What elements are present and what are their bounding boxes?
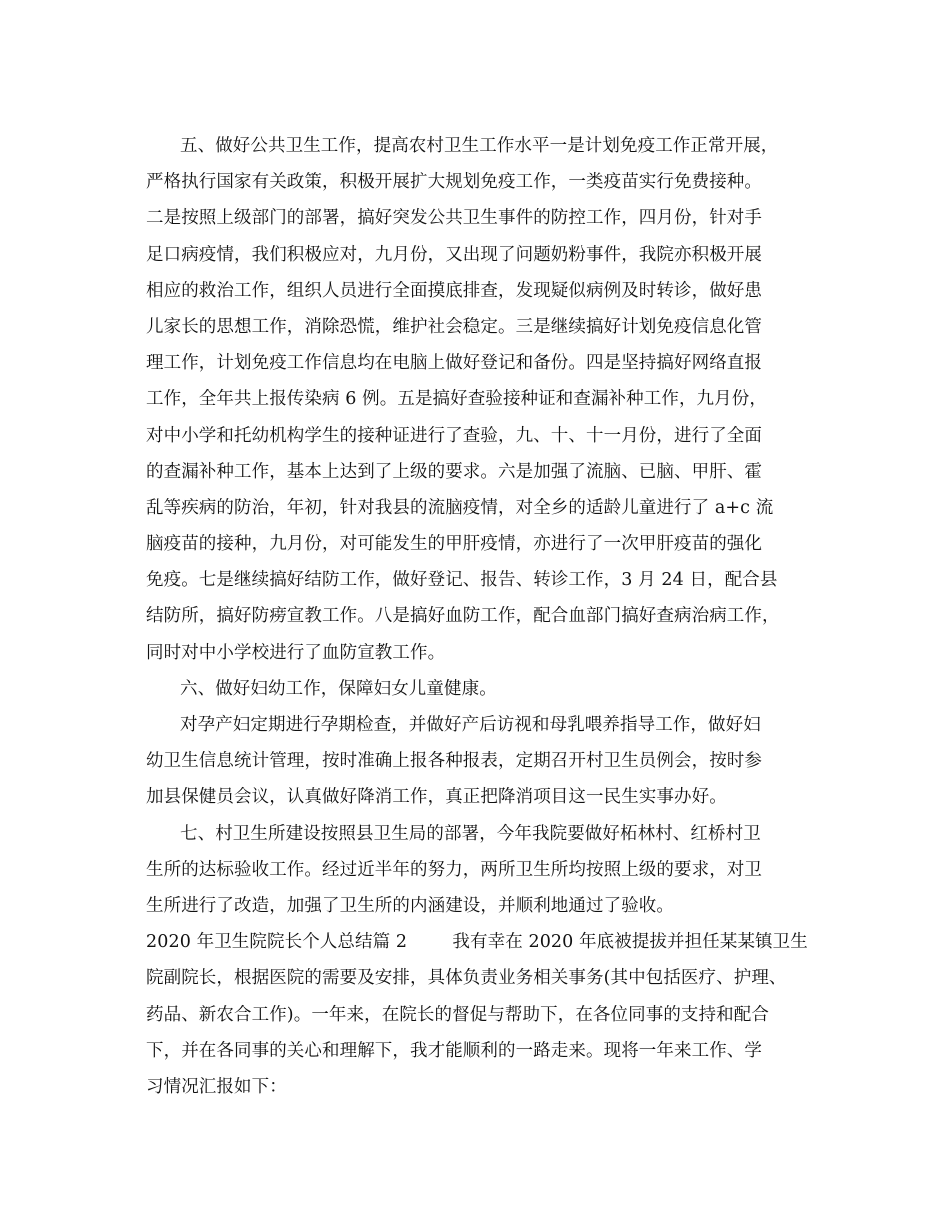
text-line: 生所进行了改造，加强了卫生所的内涵建设，并顺利地通过了验收。 [146, 895, 674, 916]
text-line: 免疫。七是继续搞好结防工作，做好登记、报告、转诊工作，3 月 24 日，配合县 [146, 570, 778, 591]
text-line: 幼卫生信息统计管理，按时准确上报各种报表，定期召开村卫生员例会，按时参 [146, 751, 762, 772]
text-line: 的查漏补种工作，基本上达到了上级的要求。六是加强了流脑、已脑、甲肝、霍 [146, 461, 762, 482]
text-line: 儿家长的思想工作，消除恐慌，维护社会稳定。三是继续搞好计划免疫信息化管 [146, 316, 762, 337]
text-line: 生所的达标验收工作。经过近半年的努力，两所卫生所均按照上级的要求，对卫 [146, 859, 762, 880]
article-title-line: 2020 年卫生院院长个人总结篇 2 我有幸在 2020 年底被提拔并担任某某镇卫生 [146, 932, 808, 953]
text-line: 院副院长，根据医院的需要及安排，具体负责业务相关事务(其中包括医疗、护理、 [146, 968, 787, 989]
body-text [146, 128, 816, 1105]
text-line: 加县保健员会议，认真做好降消工作，真正把降消项目这一民生实事办好。 [146, 787, 727, 808]
text-line: 药品、新农合工作)。一年来，在院长的督促与帮助下，在各位同事的支持和配合 [146, 1004, 769, 1025]
text-line: 五、做好公共卫生工作，提高农村卫生工作水平一是计划免疫工作正常开展， [180, 136, 779, 156]
text-line: 二是按照上级部门的部署，搞好突发公共卫生事件的防控工作，四月份，针对手 [146, 208, 762, 229]
section-heading: 七、村卫生所建设按照县卫生局的部署，今年我院要做好柘林村、红桥村卫 [180, 823, 761, 844]
text-line: 工作，全年共上报传染病 6 例。五是搞好查验接种证和查漏补种工作，九月份， [146, 389, 767, 410]
text-line: 同时对中小学校进行了血防宣教工作。 [146, 642, 446, 663]
text-line: 严格执行国家有关政策，积极开展扩大规划免疫工作，一类疫苗实行免费接种。 [146, 172, 762, 193]
text-line: 足口病疫情，我们积极应对，九月份，又出现了问题奶粉事件，我院亦积极开展 [146, 244, 762, 265]
text-line: 对孕产妇定期进行孕期检查，并做好产后访视和母乳喂养指导工作，做好妇 [180, 715, 761, 735]
text-line: 习情况汇报如下： [146, 1076, 287, 1097]
text-line: 乱等疾病的防治，年初，针对我县的流脑疫情，对全乡的适龄儿童进行了 a+c 流 [146, 497, 774, 518]
text-line: 对中小学和托幼机构学生的接种证进行了查验，九、十、十一月份，进行了全面 [146, 425, 762, 446]
text-line: 下，并在各同事的关心和理解下，我才能顺利的一路走来。现将一年来工作、学 [146, 1040, 762, 1061]
text-line: 结防所，搞好防痨宣教工作。八是搞好血防工作，配合血部门搞好查病治病工作， [146, 606, 780, 627]
text-line: 理工作，计划免疫工作信息均在电脑上做好登记和备份。四是坚持搞好网络直报 [146, 353, 762, 374]
text-line: 脑疫苗的接种，九月份，对可能发生的甲肝疫情，亦进行了一次甲肝疫苗的强化 [146, 534, 762, 555]
text-line: 相应的救治工作，组织人员进行全面摸底排查，发现疑似病例及时转诊，做好患 [146, 280, 762, 301]
section-heading: 六、做好妇幼工作，保障妇女儿童健康。 [180, 678, 497, 699]
